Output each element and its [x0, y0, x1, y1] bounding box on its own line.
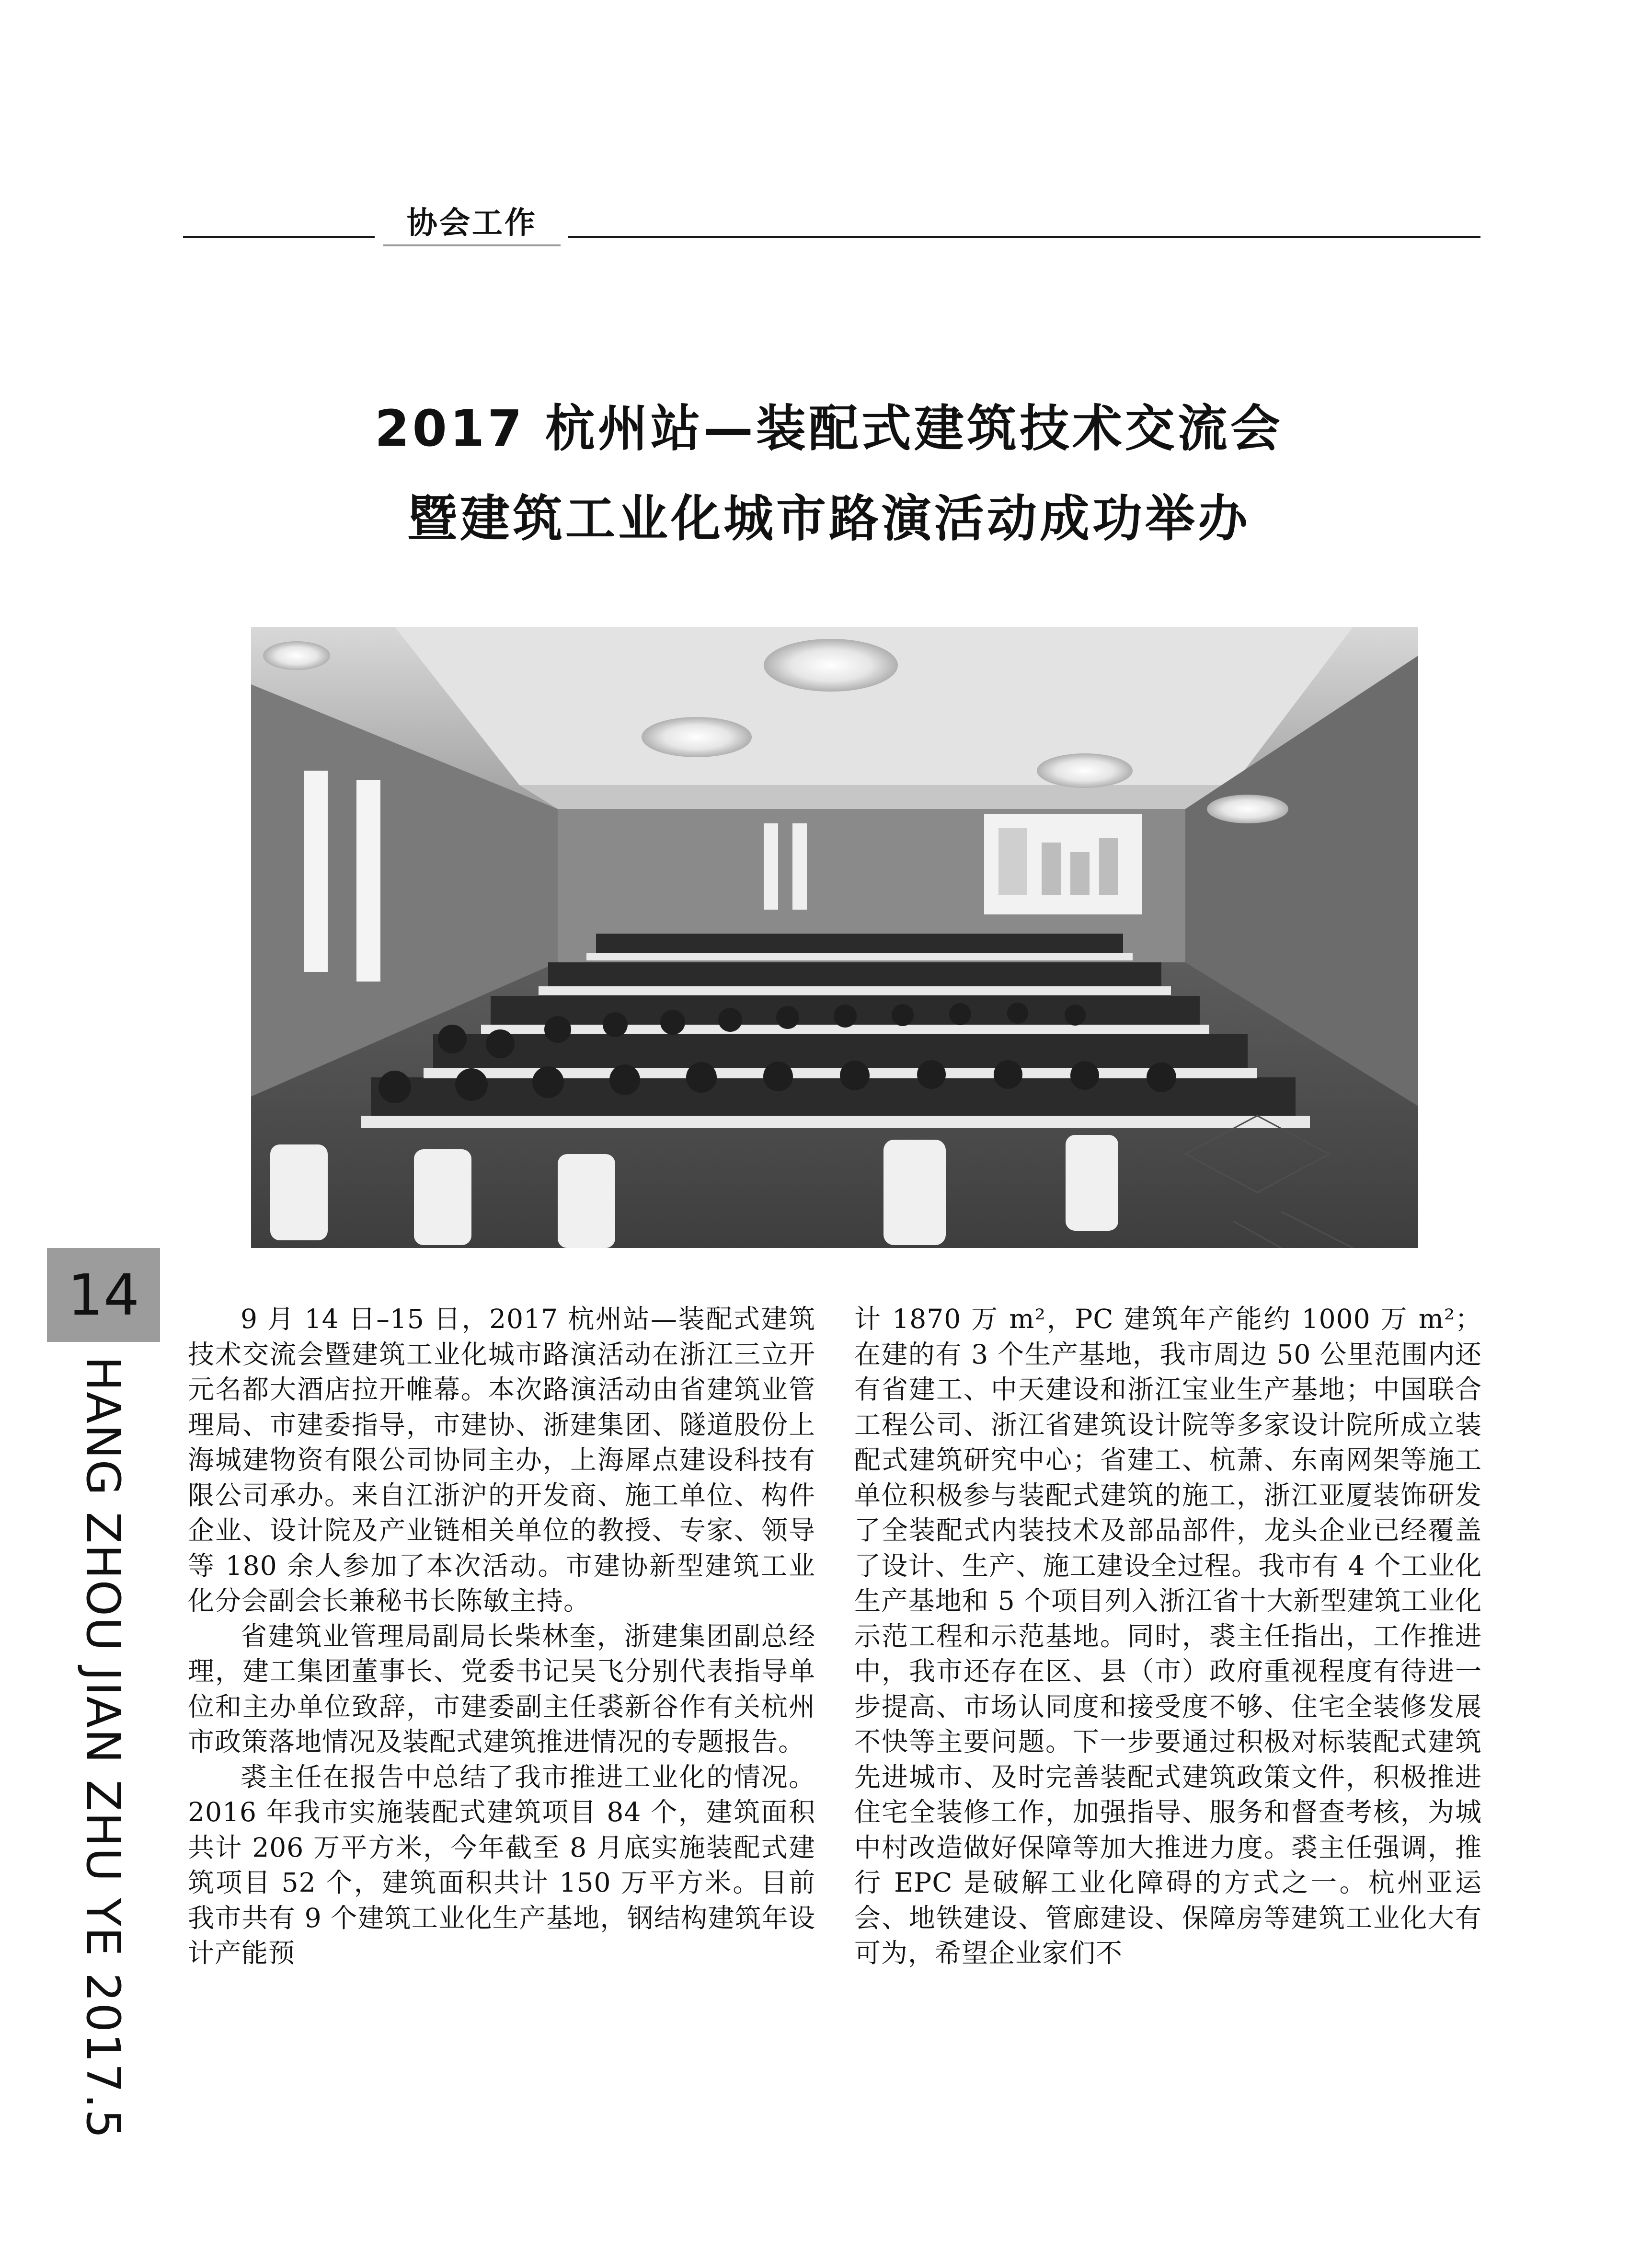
conference-photo — [251, 627, 1418, 1248]
paragraph: 省建筑业管理局副局长柴林奎，浙建集团副总经理，建工集团董事长、党委书记吴飞分别代表指导单位和主办单位致辞，市建委副主任裘新谷作有关杭州市政策落地情况及装配式建筑推进情况的专题报告。 — [188, 1620, 815, 1757]
article-body-left-column — [188, 1302, 815, 1971]
article-body-right-column — [854, 1302, 1482, 1971]
paragraph: 裘主任在报告中总结了我市推进工业化的情况。2016 年我市实施装配式建筑项目 84 个，建筑面积共计 206 万平方米，今年截至 8 月底实施装配式建筑项目 52 个，建筑面积共计 150 万平方米。目前我市共有 9 个建筑工业化生产基地，钢结构建筑年设计产能预 — [188, 1761, 815, 1968]
article-title-line-2: 暨建筑工业化城市路演活动成功举办 — [407, 489, 1250, 548]
header-rule-left — [183, 236, 375, 238]
article-title-line-1: 2017 杭州站—装配式建筑技术交流会 — [375, 399, 1283, 458]
journal-issue-label: HANG ZHOU JIAN ZHU YE 2017.5 — [76, 1356, 130, 2139]
page-number: 14 — [47, 1248, 160, 1342]
header-rule-right — [568, 236, 1480, 238]
paragraph-continuation: 计 1870 万 m²，PC 建筑年产能约 1000 万 m²；在建的有 3 个生产基地，我市周边 50 公里范围内还有省建工、中天建设和浙江宝业生产基地；中国联合工程公司、浙江省建筑设计院等多家设计院所成立装配式建筑研究中心；省建工、杭萧、东南网架等施工单位积极参与装配式建筑的施工，浙江亚厦装饰研发了全装配式内装技术及部品部件，龙头企业已经覆盖了设计、生产、施工建设全过程。我市有 4 个工业化生产基地和 5 个项目列入浙江省十大新型建筑工业化示范工程和示范基地。同时，裘主任指出，工作推进中，我市还存在区、县（市）政府重视程度有待进一步提高、市场认同度和接受度不够、住宅全装修发展不快等主要问题。下一步要通过积极对标装配式建筑先进城市、及时完善装配式建筑政策文件，积极推进住宅全装修工作，加强指导、服务和督查考核，为城中村改造做好保障等加大推进力度。裘主任强调，推行 EPC 是破解工业化障碍的方式之一。杭州亚运会、地铁建设、管廊建设、保障房等建筑工业化大有可为，希望企业家们不 — [854, 1304, 1482, 1968]
paragraph: 9 月 14 日–15 日，2017 杭州站—装配式建筑技术交流会暨建筑工业化城市路演活动在浙江三立开元名都大酒店拉开帷幕。本次路演活动由省建筑业管理局、市建委指导，市建协、浙建集团、隧道股份上海城建物资有限公司协同主办，上海犀点建设科技有限公司承办。来自江浙沪的开发商、施工单位、构件企业、设计院及产业链相关单位的教授、专家、领导等 180 余人参加了本次活动。市建协新型建筑工业化分会副会长兼秘书长陈敏主持。 — [188, 1304, 815, 1616]
section-label: 协会工作 — [383, 196, 561, 246]
